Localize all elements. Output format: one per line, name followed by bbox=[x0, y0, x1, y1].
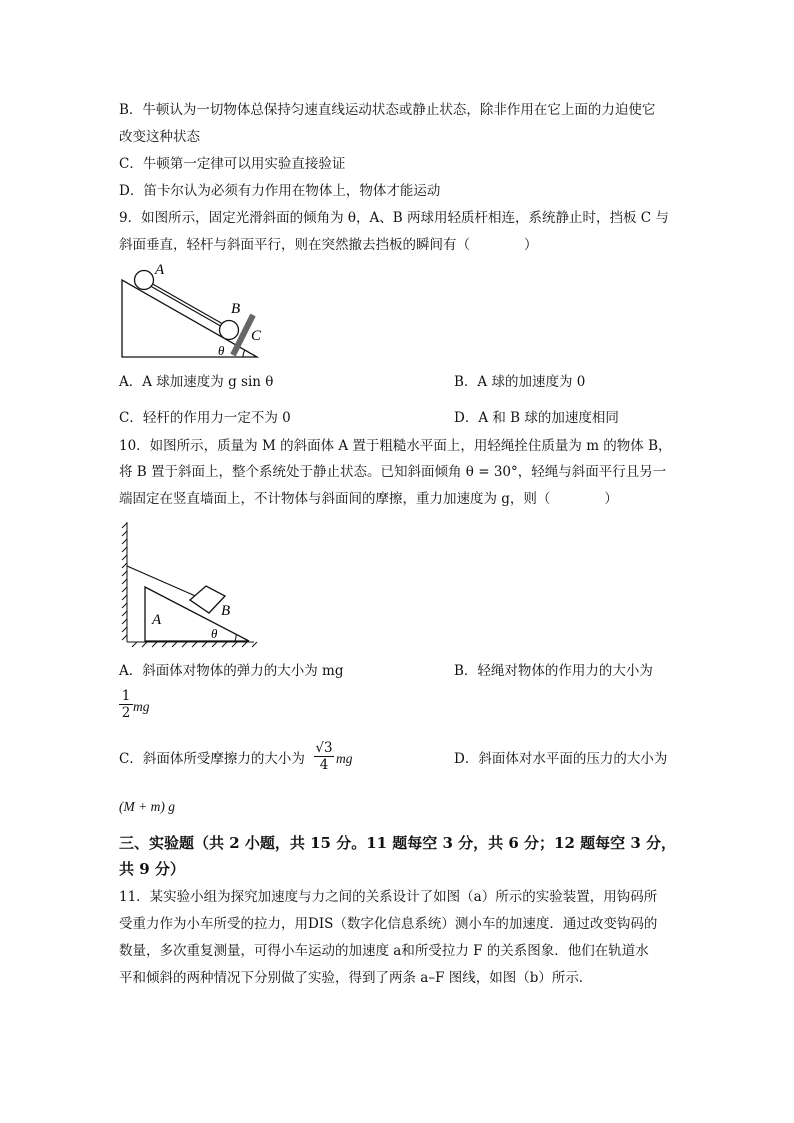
q10-stem-line1: 10．如图所示，质量为 M 的斜面体 A 置于粗糙水平面上，用轻绳拴住质量为 m 的物体 B， bbox=[119, 438, 672, 454]
q9-option-d: D．A 和 B 球的加速度相同 bbox=[454, 410, 619, 426]
q10-option-b-fraction bbox=[119, 688, 133, 721]
q10-option-c-fraction bbox=[314, 740, 334, 773]
q10-option-b-numerator: 1 bbox=[121, 688, 131, 704]
q10-option-c-pre: C．斜面体所受摩擦力的大小为 bbox=[119, 751, 305, 767]
q9-angle-arc bbox=[243, 350, 245, 357]
q9-label-theta: θ bbox=[218, 343, 225, 358]
q8-option-b-line2: 改变这种状态 bbox=[119, 129, 200, 145]
q8-option-c: C．牛顿第一定律可以用实验直接验证 bbox=[119, 156, 346, 172]
q10-option-d-line2: (M + m) g bbox=[119, 799, 175, 814]
q10-figure bbox=[120, 520, 260, 650]
q10-stem-line2: 将 B 置于斜面上，整个系统处于静止状态。已知斜面倾角 θ = 30°，轻绳与斜面平行且另一 bbox=[119, 464, 667, 480]
q10-stem-line3: 端固定在竖直墙面上，不计物体与斜面间的摩擦，重力加速度为 g，则（ ） bbox=[119, 491, 618, 507]
q10-option-b-denominator: 2 bbox=[121, 705, 131, 721]
q9-option-b: B．A 球的加速度为 0 bbox=[454, 374, 586, 390]
q11-line4: 平和倾斜的两种情况下分别做了实验，得到了两条 a–F 图线，如图（b）所示． bbox=[119, 970, 593, 986]
q9-ball-a bbox=[135, 271, 154, 290]
q10-block-b bbox=[190, 586, 225, 613]
q10-option-d-line1: D．斜面体对水平面的压力的大小为 bbox=[454, 751, 668, 767]
q9-label-c: C bbox=[251, 328, 262, 344]
q10-option-c-numerator: √3 bbox=[315, 740, 333, 756]
q10-option-a: A．斜面体对物体的弹力的大小为 mg bbox=[119, 663, 344, 679]
q10-label-b: B bbox=[221, 603, 231, 619]
section3-title-line1: 三、实验题（共 2 小题，共 15 分。11 题每空 3 分，共 6 分；12 题每空 3 分， bbox=[119, 834, 677, 852]
q9-stem-line2: 斜面垂直，轻杆与斜面平行，则在突然撤去挡板的瞬间有（ ） bbox=[119, 237, 538, 253]
q11-line1: 11．某实验小组为探究加速度与力之间的关系设计了如图（a）所示的实验装置，用钩码所 bbox=[119, 889, 658, 905]
q9-figure bbox=[115, 262, 275, 362]
q10-floor bbox=[127, 642, 257, 647]
q10-rope bbox=[127, 566, 200, 598]
q9-option-c: C．轻杆的作用力一定不为 0 bbox=[119, 410, 291, 426]
q9-label-b: B bbox=[231, 301, 241, 317]
q9-stem-line1: 9．如图所示，固定光滑斜面的倾角为 θ，A、B 两球用轻质杆相连，系统静止时，挡板 C 与 bbox=[119, 210, 669, 226]
q10-option-c-denominator: 4 bbox=[319, 757, 329, 773]
q10-label-theta: θ bbox=[211, 626, 218, 641]
q10-label-a: A bbox=[152, 612, 162, 628]
q10-angle-arc bbox=[235, 635, 236, 642]
q11-line3: 数量，多次重复测量，可得小车运动的加速度 a和所受拉力 F 的关系图象．他们在轨道水 bbox=[119, 943, 649, 959]
q8-option-d: D．笛卡尔认为必须有力作用在物体上，物体才能运动 bbox=[119, 183, 441, 199]
q8-option-b-line1: B．牛顿认为一切物体总保持匀速直线运动状态或静止状态，除非作用在它上面的力迫使它 bbox=[119, 102, 656, 118]
q11-line2: 受重力作为小车所受的拉力，用DIS（数字化信息系统）测小车的加速度．通过改变钩码的 bbox=[119, 916, 658, 932]
q9-option-a: A．A 球加速度为 g sin θ bbox=[119, 374, 274, 390]
q9-ball-b bbox=[220, 321, 239, 340]
section3-title-line2: 共 9 分） bbox=[119, 860, 185, 878]
q10-wall bbox=[122, 522, 127, 642]
q10-option-c-tail: mg bbox=[336, 751, 353, 766]
q10-option-b-tail: mg bbox=[133, 699, 150, 714]
q10-option-b-line1: B．轻绳对物体的作用力的大小为 bbox=[454, 663, 653, 679]
q9-label-a: A bbox=[155, 262, 165, 278]
